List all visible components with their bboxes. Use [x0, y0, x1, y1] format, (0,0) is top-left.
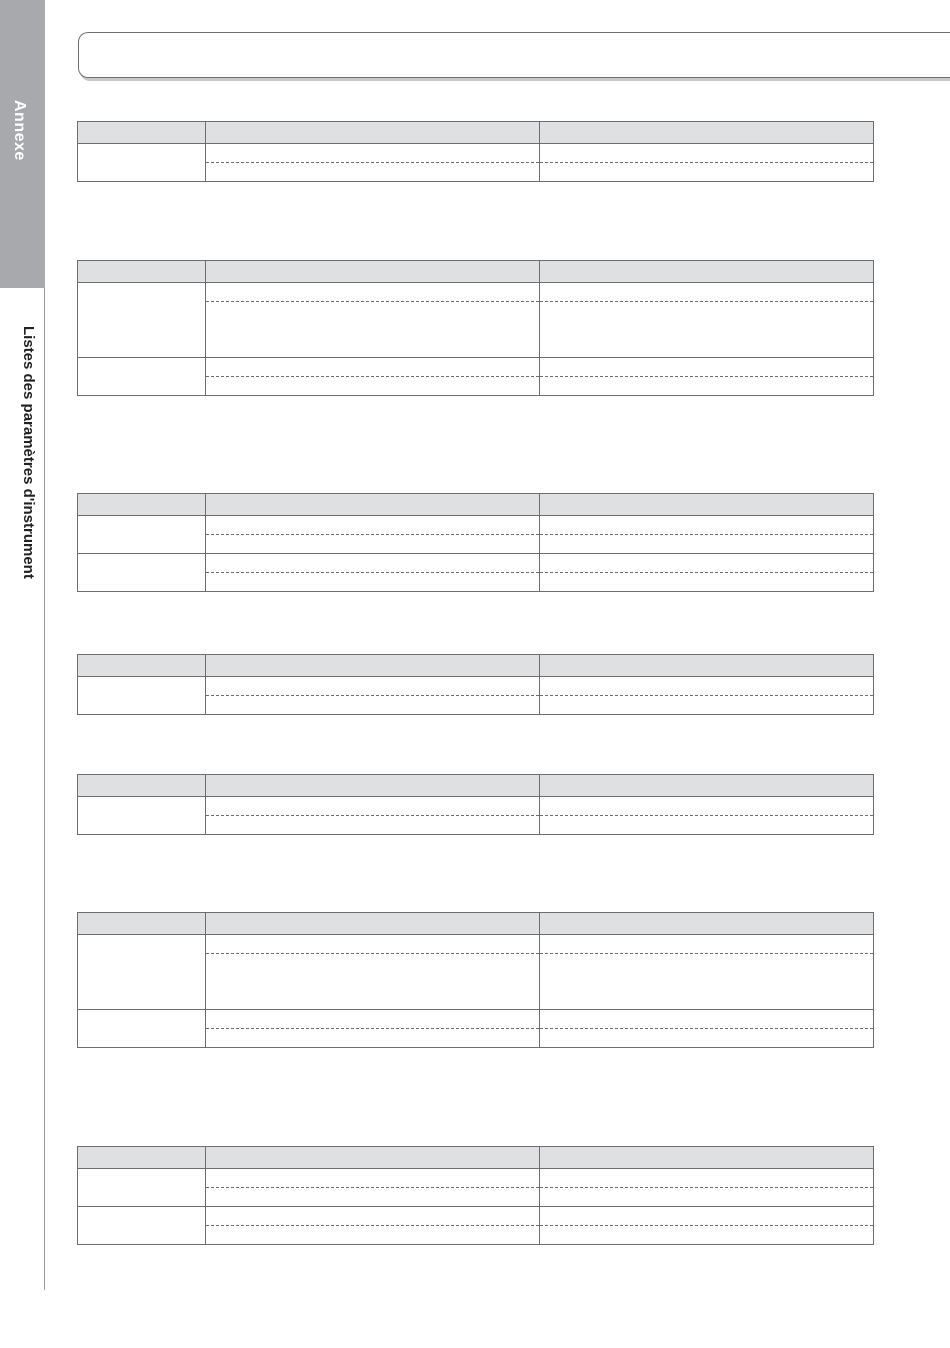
header-cell: [540, 261, 874, 283]
value-cell: [540, 1188, 874, 1207]
param-table-2: [77, 260, 874, 396]
value-cell: [540, 377, 874, 396]
value-cell: [206, 283, 540, 302]
value-cell: [540, 163, 874, 182]
header-cell: [78, 913, 206, 935]
table-header-row: [78, 261, 874, 283]
value-cell: [206, 535, 540, 554]
header-cell: [78, 775, 206, 797]
value-cell: [206, 954, 540, 1010]
table-header-row: [78, 1147, 874, 1169]
param-table-6: [77, 912, 874, 1048]
value-cell: [540, 1029, 874, 1048]
group-cell: [78, 935, 206, 1010]
table-header-row: [78, 494, 874, 516]
value-cell: [540, 1226, 874, 1245]
table-header-row: [78, 655, 874, 677]
table-header-row: [78, 122, 874, 144]
header-cell: [78, 655, 206, 677]
value-cell: [206, 1169, 540, 1188]
param-table-5: [77, 774, 874, 835]
group-cell: [78, 1169, 206, 1207]
group-cell: [78, 283, 206, 358]
header-cell: [78, 261, 206, 283]
value-cell: [540, 1169, 874, 1188]
value-cell: [206, 144, 540, 163]
value-cell: [206, 696, 540, 715]
header-cell: [78, 1147, 206, 1169]
param-table-4: [77, 654, 874, 715]
value-cell: [206, 935, 540, 954]
group-cell: [78, 797, 206, 835]
header-cell: [540, 1147, 874, 1169]
header-cell: [540, 913, 874, 935]
table-row: [78, 144, 874, 163]
header-cell: [206, 1147, 540, 1169]
table-row: [78, 516, 874, 535]
value-cell: [540, 144, 874, 163]
param-table-7: [77, 1146, 874, 1245]
header-cell: [540, 775, 874, 797]
value-cell: [540, 573, 874, 592]
header-cell: [206, 913, 540, 935]
value-cell: [540, 935, 874, 954]
table-row: [78, 1207, 874, 1226]
value-cell: [540, 516, 874, 535]
sidebar-section-label: Listes des paramètres d'instrument: [20, 326, 37, 579]
value-cell: [206, 1207, 540, 1226]
value-cell: [206, 358, 540, 377]
group-cell: [78, 144, 206, 182]
value-cell: [206, 1010, 540, 1029]
header-cell: [206, 122, 540, 144]
table-row: [78, 797, 874, 816]
value-cell: [540, 696, 874, 715]
header-cell: [78, 122, 206, 144]
value-cell: [540, 954, 874, 1010]
group-cell: [78, 554, 206, 592]
value-cell: [206, 554, 540, 573]
value-cell: [540, 554, 874, 573]
header-cell: [206, 775, 540, 797]
value-cell: [540, 358, 874, 377]
sidebar-tab-label: Annexe: [11, 100, 28, 161]
value-cell: [540, 535, 874, 554]
value-cell: [206, 1226, 540, 1245]
table-header-row: [78, 775, 874, 797]
value-cell: [540, 1010, 874, 1029]
header-cell: [78, 494, 206, 516]
group-cell: [78, 1010, 206, 1048]
sidebar-rule: [44, 288, 45, 1290]
table-row: [78, 935, 874, 954]
value-cell: [206, 816, 540, 835]
group-cell: [78, 677, 206, 715]
header-cell: [206, 261, 540, 283]
value-cell: [540, 283, 874, 302]
param-table-1: [77, 121, 874, 182]
value-cell: [206, 1029, 540, 1048]
value-cell: [206, 797, 540, 816]
value-cell: [540, 816, 874, 835]
header-cell: [540, 122, 874, 144]
table-row: [78, 358, 874, 377]
header-cell: [206, 655, 540, 677]
value-cell: [206, 573, 540, 592]
value-cell: [540, 677, 874, 696]
param-table-3: [77, 493, 874, 592]
table-row: [78, 677, 874, 696]
table-row: [78, 1169, 874, 1188]
header-cell: [540, 655, 874, 677]
table-header-row: [78, 913, 874, 935]
value-cell: [540, 302, 874, 358]
value-cell: [540, 797, 874, 816]
value-cell: [540, 1207, 874, 1226]
value-cell: [206, 516, 540, 535]
value-cell: [206, 377, 540, 396]
header-cell: [540, 494, 874, 516]
value-cell: [206, 1188, 540, 1207]
table-row: [78, 554, 874, 573]
table-row: [78, 283, 874, 302]
sidebar-tab: [0, 0, 45, 288]
page-title-bar: [78, 32, 950, 78]
table-row: [78, 1010, 874, 1029]
group-cell: [78, 516, 206, 554]
group-cell: [78, 358, 206, 396]
group-cell: [78, 1207, 206, 1245]
value-cell: [206, 302, 540, 358]
header-cell: [206, 494, 540, 516]
value-cell: [206, 163, 540, 182]
value-cell: [206, 677, 540, 696]
